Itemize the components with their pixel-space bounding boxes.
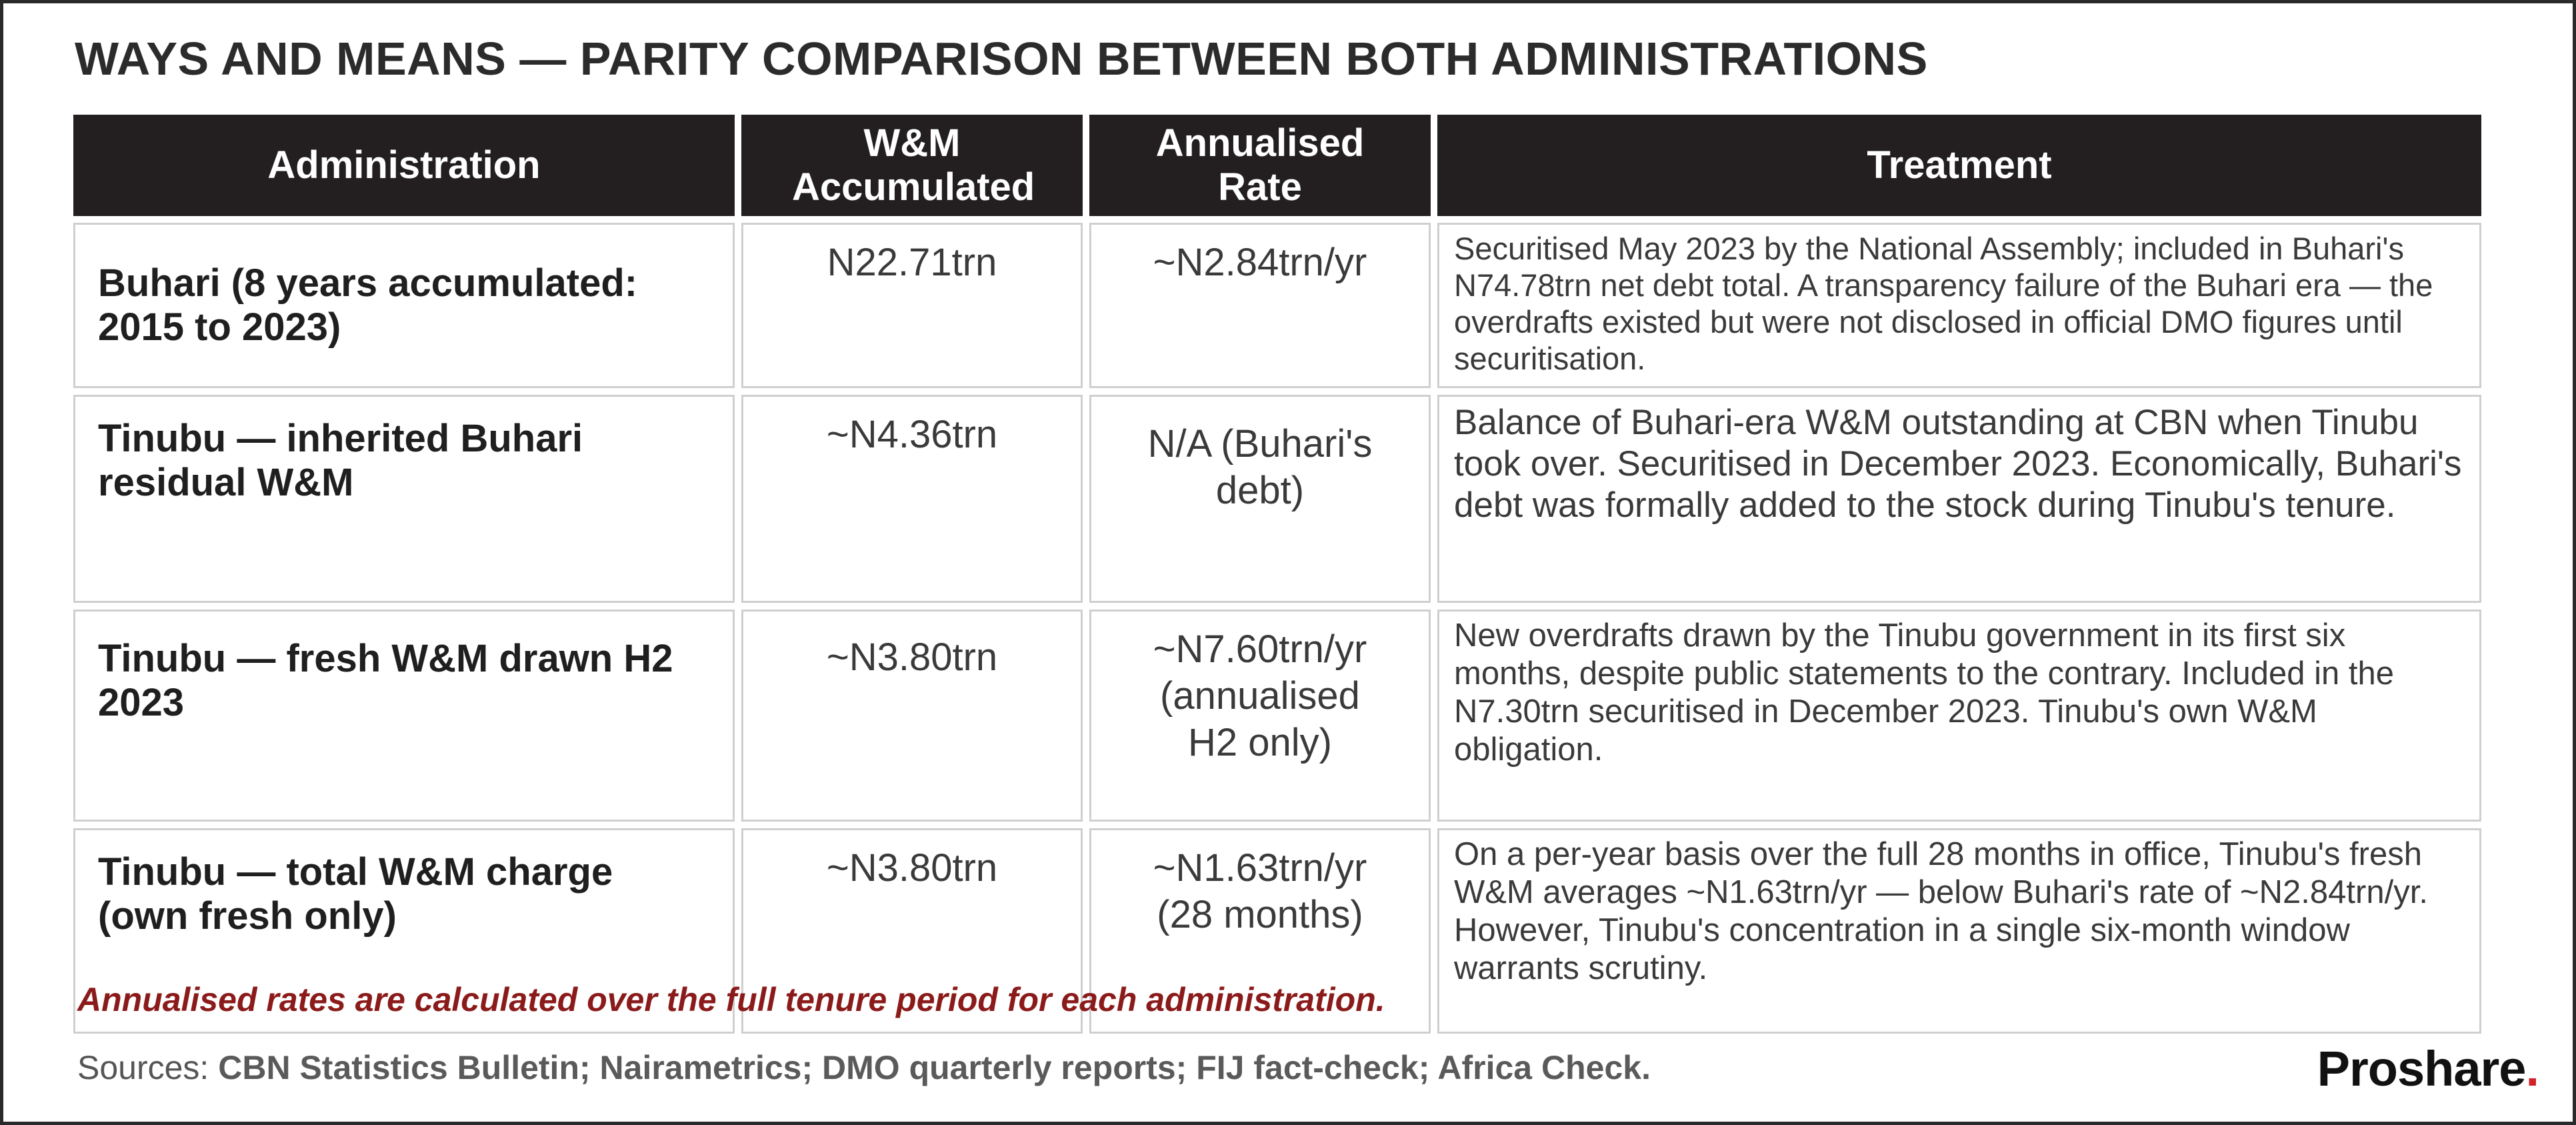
header-annualised-rate	[1089, 115, 1431, 216]
administration-text: Buhari (8 years accumulated: 2015 to 2023)	[98, 261, 638, 349]
treatment-text: New overdrafts drawn by the Tinubu government in its first six months, despite public statements to the contrary. Included in the N7.30trn securitised in December 2023. Tinubu's own W&M obligation.	[1454, 618, 2394, 768]
rate-cell	[1089, 610, 1431, 822]
header-treatment: Treatment	[1437, 115, 2481, 216]
rate-cell	[1089, 223, 1431, 388]
logo-dot: .	[2525, 1041, 2539, 1096]
proshare-logo	[2317, 1040, 2539, 1097]
treatment-text: Securitised May 2023 by the National Assembly; included in Buhari's N74.78trn net debt total. A transparency failure of the Buhari era — the overdrafts existed but were not disclosed in official DMO figures until securitisation.	[1454, 231, 2433, 376]
treatment-cell	[1437, 223, 2481, 388]
rate-value: ~N1.63trn/yr (28 months)	[1153, 846, 1367, 936]
table-header-row	[73, 115, 2481, 216]
accumulated-value: ~N3.80trn	[826, 846, 998, 890]
accumulated-value: N22.71trn	[827, 241, 997, 284]
table-row	[73, 223, 2481, 388]
header-wm-accumulated	[741, 115, 1083, 216]
sources-label: Sources:	[77, 1049, 209, 1086]
rate-value: N/A (Buhari's debt)	[1147, 422, 1373, 512]
treatment-cell	[1437, 395, 2481, 603]
table-row	[73, 395, 2481, 603]
accumulated-value: ~N3.80trn	[826, 636, 998, 679]
page-title: WAYS AND MEANS — PARITY COMPARISON BETWEEN BOTH ADMINISTRATIONS	[75, 33, 1928, 85]
comparison-table	[67, 108, 2488, 1040]
rate-value: ~N7.60trn/yr (annualised H2 only)	[1153, 628, 1367, 764]
administration-cell	[73, 610, 735, 822]
footnote: Annualised rates are calculated over the full tenure period for each administration.	[77, 981, 1385, 1018]
sources-line	[77, 1048, 1651, 1087]
accumulated-cell	[741, 223, 1083, 388]
administration-text: Tinubu — fresh W&M drawn H2 2023	[98, 637, 673, 724]
administration-text: Tinubu — total W&M charge (own fresh only)	[98, 850, 613, 938]
header-wm-accumulated-label: W&M Accumulated	[792, 121, 1035, 209]
accumulated-cell	[741, 610, 1083, 822]
treatment-text: Balance of Buhari-era W&M outstanding at CBN when Tinubu took over. Securitised in December 2023. Economically, Buhari's debt was formally added to the stock during Tinubu's tenure.	[1454, 403, 2462, 525]
accumulated-cell	[741, 395, 1083, 603]
rate-value: ~N2.84trn/yr	[1153, 241, 1367, 284]
administration-cell	[73, 223, 735, 388]
logo-text: Proshare	[2317, 1041, 2526, 1096]
treatment-text: On a per-year basis over the full 28 months in office, Tinubu's fresh W&M averages ~N1.63trn/yr — below Buhari's rate of ~N2.84trn/yr. However, Tinubu's concentration in a single six-month window warrants scrutiny.	[1454, 836, 2428, 986]
administration-cell	[73, 395, 735, 603]
sources-list: CBN Statistics Bulletin; Nairametrics; DMO quarterly reports; FIJ fact-check; Africa Check.	[218, 1049, 1651, 1086]
table-row	[73, 610, 2481, 822]
administration-text: Tinubu — inherited Buhari residual W&M	[98, 417, 583, 504]
treatment-cell	[1437, 828, 2481, 1034]
header-administration: Administration	[73, 115, 735, 216]
accumulated-value: ~N4.36trn	[826, 413, 998, 456]
treatment-cell	[1437, 610, 2481, 822]
header-annualised-rate-label: Annualised Rate	[1155, 121, 1365, 209]
rate-cell	[1089, 395, 1431, 603]
